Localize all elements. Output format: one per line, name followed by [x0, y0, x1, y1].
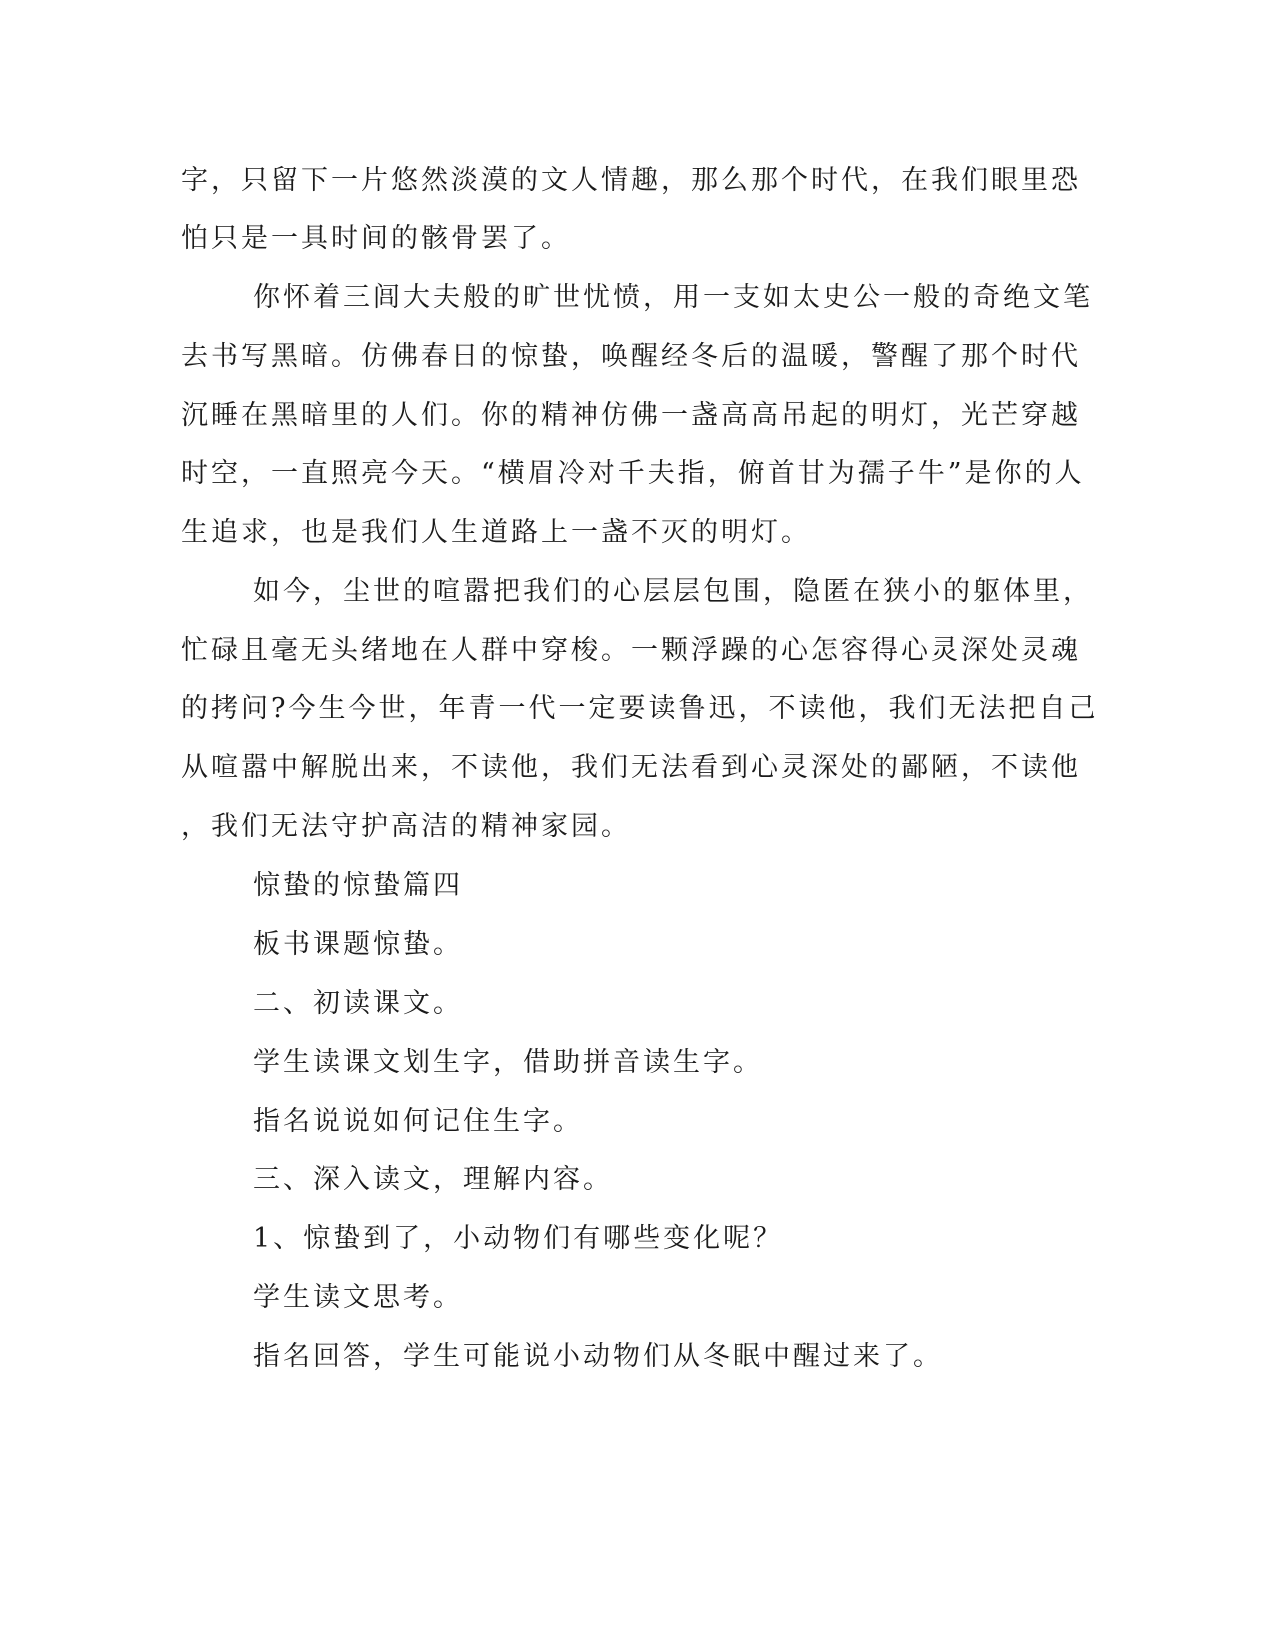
list-item: 三、深入读文，理解内容。: [253, 1164, 613, 1195]
list-item: 板书课题惊蛰。: [253, 929, 463, 960]
paragraph-2-line-5: 生追求，也是我们人生道路上一盏不灭的明灯。: [181, 517, 811, 548]
paragraph-2-line-1: 你怀着三闾大夫般的旷世忧愤，用一支如太史公一般的奇绝文笔: [253, 282, 1093, 313]
paragraph-1-line-2: 怕只是一具时间的骸骨罢了。: [181, 223, 571, 254]
list-item: 二、初读课文。: [253, 988, 463, 1019]
paragraph-3-line-5: ，我们无法守护高洁的精神家园。: [181, 811, 631, 842]
paragraph-2-line-4: 时空，一直照亮今天。“横眉冷对千夫指，俯首甘为孺子牛”是你的人: [181, 458, 1085, 489]
section-title: 惊蛰的惊蛰篇四: [253, 870, 463, 901]
list-item: 指名说说如何记住生字。: [253, 1106, 583, 1137]
list-item: 1、惊蛰到了，小动物们有哪些变化呢？: [253, 1223, 784, 1254]
paragraph-3-line-2: 忙碌且毫无头绪地在人群中穿梭。一颗浮躁的心怎容得心灵深处灵魂: [181, 635, 1081, 666]
paragraph-2-line-3: 沉睡在黑暗里的人们。你的精神仿佛一盏高高吊起的明灯，光芒穿越: [181, 400, 1081, 431]
list-item: 学生读课文划生字，借助拼音读生字。: [253, 1047, 763, 1078]
list-item: 学生读文思考。: [253, 1282, 463, 1313]
list-item: 指名回答，学生可能说小动物们从冬眠中醒过来了。: [253, 1341, 943, 1372]
paragraph-2-line-2: 去书写黑暗。仿佛春日的惊蛰，唤醒经冬后的温暖，警醒了那个时代: [181, 341, 1081, 372]
paragraph-3-line-1: 如今，尘世的喧嚣把我们的心层层包围，隐匿在狭小的躯体里，: [253, 576, 1093, 607]
paragraph-3-line-3: 的拷问?今生今世，年青一代一定要读鲁迅，不读他，我们无法把自己: [181, 693, 1099, 724]
paragraph-1-line-1: 字，只留下一片悠然淡漠的文人情趣，那么那个时代，在我们眼里恐: [181, 165, 1081, 196]
paragraph-3-line-4: 从喧嚣中解脱出来，不读他，我们无法看到心灵深处的鄙陋，不读他: [181, 752, 1081, 783]
